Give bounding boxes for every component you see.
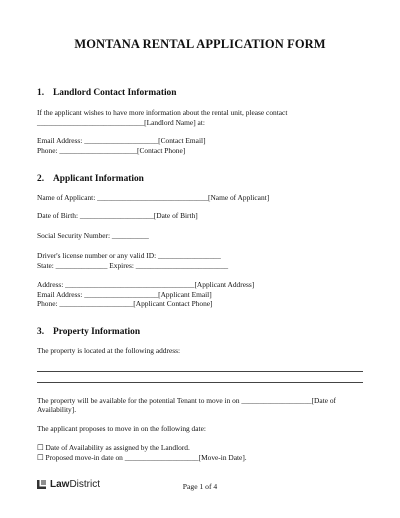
logo-text-district: District: [69, 479, 101, 490]
document-title: MONTANA RENTAL APPLICATION FORM: [74, 37, 326, 51]
availability-text-line-2: Availability].: [37, 405, 77, 414]
property-address-line-1[interactable]: [37, 371, 363, 372]
section-1-heading: [37, 88, 176, 98]
section-2-number: 2.: [37, 174, 45, 184]
section-2-heading: [37, 174, 144, 184]
ssn-field[interactable]: Social Security Number: __________: [37, 231, 149, 240]
landlord-name-field[interactable]: _____________________________[Landlord Name] at:: [37, 118, 205, 127]
section-3-title: Property Information: [53, 327, 141, 337]
license-field[interactable]: Driver's license number or any valid ID: _________________: [37, 251, 221, 260]
move-in-proposal-text: The applicant proposes to move in on the following date:: [37, 424, 206, 433]
page-number: Page 1 of 4: [182, 482, 218, 491]
section-3-number: 3.: [37, 327, 45, 337]
contact-phone-field[interactable]: Phone: _____________________[Contact Phone]: [37, 146, 186, 155]
section-2-title: Applicant Information: [53, 174, 144, 184]
section-1-number: 1.: [37, 88, 45, 98]
option-proposed-move-in[interactable]: ☐ Proposed move-in date on ____________________[Move-in Date].: [37, 453, 247, 462]
applicant-name-field[interactable]: Name of Applicant: ______________________________[Name of Applicant]: [37, 193, 270, 202]
applicant-phone-field[interactable]: Phone: ____________________[Applicant Contact Phone]: [37, 299, 213, 308]
section-1-title: Landlord Contact Information: [53, 88, 177, 98]
logo-text-law: Law: [50, 479, 70, 490]
property-address-line-2[interactable]: [37, 382, 363, 383]
availability-text-line-1[interactable]: The property will be available for the potential Tenant to move in on ___________________[Date of: [37, 396, 337, 405]
property-located-text: The property is located at the following address:: [37, 346, 181, 355]
applicant-email-field[interactable]: Email Address: ____________________[Applicant Email]: [37, 290, 212, 299]
landlord-intro: If the applicant wishes to have more information about the rental unit, please contact: [37, 108, 288, 117]
option-date-of-availability[interactable]: ☐ Date of Availability as assigned by the Landlord.: [37, 443, 190, 452]
section-3-heading: [37, 327, 140, 337]
date-of-birth-field[interactable]: Date of Birth: ____________________[Date of Birth]: [37, 211, 198, 220]
state-expires-field[interactable]: State: ______________ Expires: _________________________: [37, 261, 229, 270]
contact-email-field[interactable]: Email Address: ____________________[Contact Email]: [37, 136, 206, 145]
applicant-address-field[interactable]: Address: ___________________________________[Applicant Address]: [37, 280, 255, 289]
